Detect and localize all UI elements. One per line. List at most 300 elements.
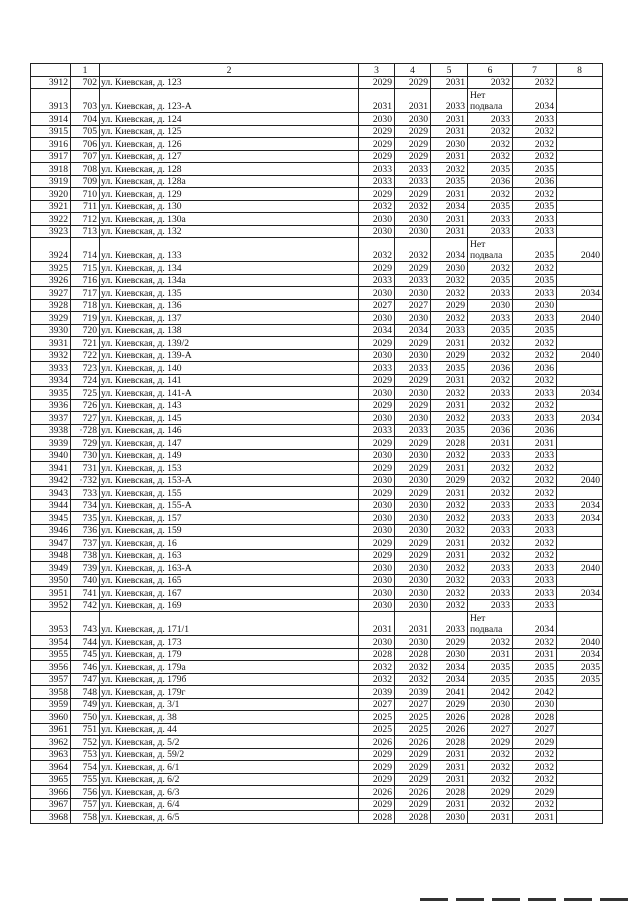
- cell-col-3: 2029: [359, 748, 395, 761]
- cell-row-number: 3952: [31, 599, 71, 612]
- cell-item-number: 740: [71, 574, 100, 587]
- cell-col-8: [557, 213, 603, 226]
- cell-item-number: 749: [71, 698, 100, 711]
- cell-col-4: 2029: [395, 399, 431, 412]
- cell-col-5: 2032: [431, 274, 468, 287]
- cell-row-number: 3918: [31, 163, 71, 176]
- cell-address: ул. Киевская, д. 163: [100, 549, 359, 562]
- cell-col-8: [557, 324, 603, 337]
- cell-col-7: 2034: [513, 612, 557, 636]
- cell-address: ул. Киевская, д. 153-А: [100, 474, 359, 487]
- cell-item-number: 742: [71, 599, 100, 612]
- cell-col-8: [557, 711, 603, 724]
- table-row: [31, 673, 603, 686]
- cell-col-7: 2032: [513, 337, 557, 350]
- cell-col-4: 2029: [395, 798, 431, 811]
- table-row: [31, 587, 603, 600]
- cell-col-7: 2033: [513, 225, 557, 238]
- cell-col-4: 2029: [395, 76, 431, 89]
- cell-address: ул. Киевская, д. 59/2: [100, 748, 359, 761]
- cell-col-7: 2033: [513, 213, 557, 226]
- cell-col-4: 2026: [395, 736, 431, 749]
- cell-item-number: 750: [71, 711, 100, 724]
- cell-address: ул. Киевская, д. 126: [100, 138, 359, 151]
- cell-col-6: 2032: [468, 487, 513, 500]
- header-cell-1: 1: [71, 64, 100, 77]
- header-row: [31, 64, 603, 77]
- table-body: [31, 64, 603, 824]
- cell-col-7: 2032: [513, 374, 557, 387]
- table-row: [31, 362, 603, 375]
- cell-col-6: 2032: [468, 374, 513, 387]
- cell-col-8: [557, 748, 603, 761]
- cell-col-7: 2033: [513, 449, 557, 462]
- cell-address: ул. Киевская, д. 136: [100, 299, 359, 312]
- cell-row-number: 3948: [31, 549, 71, 562]
- cell-row-number: 3944: [31, 499, 71, 512]
- cell-col-4: 2028: [395, 648, 431, 661]
- cell-col-6: 2030: [468, 698, 513, 711]
- table-row: [31, 773, 603, 786]
- cell-col-3: 2029: [359, 125, 395, 138]
- cell-col-8: 2034: [557, 412, 603, 425]
- cell-row-number: 3942: [31, 474, 71, 487]
- cell-col-5: 2031: [431, 225, 468, 238]
- cell-address: ул. Киевская, д. 155-А: [100, 499, 359, 512]
- cell-col-4: 2027: [395, 698, 431, 711]
- table-row: [31, 262, 603, 275]
- cell-address: ул. Киевская, д. 5/2: [100, 736, 359, 749]
- cell-address: ул. Киевская, д. 139-А: [100, 349, 359, 362]
- cell-col-3: 2033: [359, 175, 395, 188]
- cell-address: ул. Киевская, д. 134: [100, 262, 359, 275]
- cell-address: ул. Киевская, д. 163-А: [100, 562, 359, 575]
- cell-col-7: 2035: [513, 673, 557, 686]
- cell-col-6: 2033: [468, 312, 513, 325]
- cell-col-8: 2034: [557, 512, 603, 525]
- table-row: [31, 761, 603, 774]
- cell-address: ул. Киевская, д. 6/2: [100, 773, 359, 786]
- cell-col-3: 2025: [359, 723, 395, 736]
- cell-col-8: [557, 462, 603, 475]
- table-row: [31, 299, 603, 312]
- table-row: [31, 612, 603, 636]
- table-row: [31, 648, 603, 661]
- cell-row-number: 3968: [31, 811, 71, 824]
- cell-row-number: 3967: [31, 798, 71, 811]
- cell-row-number: 3963: [31, 748, 71, 761]
- cell-col-3: 2026: [359, 786, 395, 799]
- cell-col-6: 2029: [468, 736, 513, 749]
- header-cell-3: 3: [359, 64, 395, 77]
- cell-item-number: 708: [71, 163, 100, 176]
- cell-col-5: 2034: [431, 200, 468, 213]
- cell-row-number: 3932: [31, 349, 71, 362]
- cell-row-number: 3921: [31, 200, 71, 213]
- cell-col-5: 2030: [431, 648, 468, 661]
- cell-col-5: 2032: [431, 412, 468, 425]
- cell-col-6: 2029: [468, 786, 513, 799]
- cell-col-4: 2033: [395, 163, 431, 176]
- cell-address: ул. Киевская, д. 179б: [100, 673, 359, 686]
- cell-col-4: 2029: [395, 761, 431, 774]
- cell-col-3: 2030: [359, 499, 395, 512]
- cell-col-4: 2030: [395, 636, 431, 649]
- table-row: [31, 462, 603, 475]
- cell-col-6: 2030: [468, 299, 513, 312]
- cell-row-number: 3959: [31, 698, 71, 711]
- cell-row-number: 3915: [31, 125, 71, 138]
- cell-address: ул. Киевская, д. 134а: [100, 274, 359, 287]
- cell-col-3: 2029: [359, 188, 395, 201]
- cell-col-8: [557, 175, 603, 188]
- cell-col-6: 2035: [468, 274, 513, 287]
- cell-col-3: 2030: [359, 512, 395, 525]
- cell-col-8: 2040: [557, 562, 603, 575]
- table-row: [31, 150, 603, 163]
- cell-address: ул. Киевская, д. 159: [100, 524, 359, 537]
- table-row: [31, 524, 603, 537]
- cell-address: ул. Киевская, д. 146: [100, 424, 359, 437]
- cell-col-6: 2032: [468, 773, 513, 786]
- table-row: [31, 487, 603, 500]
- cell-row-number: 3916: [31, 138, 71, 151]
- cell-col-6: 2032: [468, 337, 513, 350]
- cell-item-number: 721: [71, 337, 100, 350]
- cell-col-3: 2030: [359, 213, 395, 226]
- cell-item-number: 715: [71, 262, 100, 275]
- cell-col-8: [557, 574, 603, 587]
- cell-item-number: 718: [71, 299, 100, 312]
- cell-col-7: 2033: [513, 499, 557, 512]
- cell-col-7: 2042: [513, 686, 557, 699]
- cell-col-7: 2030: [513, 698, 557, 711]
- cell-col-7: 2033: [513, 387, 557, 400]
- cell-item-number: 730: [71, 449, 100, 462]
- cell-col-4: 2030: [395, 225, 431, 238]
- table-row: [31, 424, 603, 437]
- table-row: [31, 574, 603, 587]
- cell-col-6: 2035: [468, 324, 513, 337]
- cell-address: ул. Киевская, д. 141: [100, 374, 359, 387]
- cell-col-4: 2032: [395, 238, 431, 262]
- cell-col-7: 2032: [513, 349, 557, 362]
- cell-item-number: 746: [71, 661, 100, 674]
- cell-col-3: 2030: [359, 387, 395, 400]
- table-row: [31, 599, 603, 612]
- cell-address: ул. Киевская, д. 155: [100, 487, 359, 500]
- table-row: [31, 399, 603, 412]
- table-row: [31, 76, 603, 89]
- cell-item-number: 758: [71, 811, 100, 824]
- cell-col-4: 2030: [395, 574, 431, 587]
- cell-address: ул. Киевская, д. 139/2: [100, 337, 359, 350]
- cell-item-number: 735: [71, 512, 100, 525]
- table-row: [31, 337, 603, 350]
- cell-row-number: 3945: [31, 512, 71, 525]
- cell-item-number: 712: [71, 213, 100, 226]
- cell-col-3: 2028: [359, 648, 395, 661]
- cell-col-4: 2025: [395, 723, 431, 736]
- cell-col-4: 2030: [395, 449, 431, 462]
- cell-col-3: 2030: [359, 574, 395, 587]
- header-cell-4: 4: [395, 64, 431, 77]
- cell-col-8: [557, 89, 603, 113]
- cell-col-5: 2031: [431, 748, 468, 761]
- cell-col-3: 2028: [359, 811, 395, 824]
- cell-col-5: 2032: [431, 587, 468, 600]
- cell-col-7: 2032: [513, 773, 557, 786]
- cell-col-4: 2030: [395, 512, 431, 525]
- cell-address: ул. Киевская, д. 179а: [100, 661, 359, 674]
- cell-col-8: 2034: [557, 499, 603, 512]
- cell-col-5: 2028: [431, 437, 468, 450]
- cell-row-number: 3955: [31, 648, 71, 661]
- cell-row-number: 3913: [31, 89, 71, 113]
- cell-col-6: 2042: [468, 686, 513, 699]
- cell-address: ул. Киевская, д. 138: [100, 324, 359, 337]
- cell-col-8: 2034: [557, 587, 603, 600]
- cell-address: ул. Киевская, д. 167: [100, 587, 359, 600]
- cell-col-7: 2032: [513, 748, 557, 761]
- cell-address: ул. Киевская, д. 165: [100, 574, 359, 587]
- cell-item-number: 714: [71, 238, 100, 262]
- cell-col-6: 2036: [468, 175, 513, 188]
- cell-row-number: 3956: [31, 661, 71, 674]
- cell-col-8: [557, 524, 603, 537]
- cell-col-8: [557, 125, 603, 138]
- cell-row-number: 3920: [31, 188, 71, 201]
- cell-item-number: 738: [71, 549, 100, 562]
- cell-address: ул. Киевская, д. 143: [100, 399, 359, 412]
- cell-col-8: [557, 686, 603, 699]
- cell-item-number: ·732: [71, 474, 100, 487]
- table-row: [31, 188, 603, 201]
- cell-address: ул. Киевская, д. 135: [100, 287, 359, 300]
- table-row: [31, 499, 603, 512]
- table-row: [31, 387, 603, 400]
- cell-col-4: 2030: [395, 587, 431, 600]
- cell-col-6: 2032: [468, 125, 513, 138]
- cell-col-8: [557, 487, 603, 500]
- cell-col-8: [557, 798, 603, 811]
- cell-col-5: 2031: [431, 150, 468, 163]
- cell-col-4: 2039: [395, 686, 431, 699]
- table-row: [31, 374, 603, 387]
- cell-col-6: 2033: [468, 213, 513, 226]
- cell-item-number: 745: [71, 648, 100, 661]
- cell-col-3: 2030: [359, 113, 395, 126]
- cell-row-number: 3950: [31, 574, 71, 587]
- cell-col-5: 2031: [431, 374, 468, 387]
- cell-col-6: 2032: [468, 636, 513, 649]
- cell-col-5: 2035: [431, 175, 468, 188]
- cell-row-number: 3935: [31, 387, 71, 400]
- cell-col-7: 2036: [513, 424, 557, 437]
- cell-col-5: 2031: [431, 213, 468, 226]
- cell-col-4: 2032: [395, 673, 431, 686]
- cell-row-number: 3923: [31, 225, 71, 238]
- cell-col-8: [557, 374, 603, 387]
- cell-col-5: 2026: [431, 723, 468, 736]
- cell-address: ул. Киевская, д. 3/1: [100, 698, 359, 711]
- cell-col-6: 2033: [468, 574, 513, 587]
- cell-item-number: 752: [71, 736, 100, 749]
- cell-item-number: 751: [71, 723, 100, 736]
- cell-col-4: 2029: [395, 487, 431, 500]
- cell-col-5: 2031: [431, 113, 468, 126]
- cell-item-number: 753: [71, 748, 100, 761]
- table-row: [31, 89, 603, 113]
- cell-col-3: 2029: [359, 337, 395, 350]
- table-row: [31, 287, 603, 300]
- cell-col-6: 2032: [468, 549, 513, 562]
- cell-col-5: 2033: [431, 89, 468, 113]
- cell-col-4: 2026: [395, 786, 431, 799]
- cell-item-number: 723: [71, 362, 100, 375]
- cell-col-5: 2031: [431, 537, 468, 550]
- cell-col-5: 2035: [431, 424, 468, 437]
- cell-col-7: 2033: [513, 524, 557, 537]
- table-row: [31, 723, 603, 736]
- cell-col-5: 2032: [431, 499, 468, 512]
- cell-col-6: 2032: [468, 150, 513, 163]
- table-row: [31, 562, 603, 575]
- cell-col-6: 2032: [468, 474, 513, 487]
- cell-item-number: 729: [71, 437, 100, 450]
- cell-col-8: 2034: [557, 387, 603, 400]
- cell-col-4: 2031: [395, 612, 431, 636]
- cell-col-5: 2031: [431, 462, 468, 475]
- cell-item-number: 703: [71, 89, 100, 113]
- header-cell-6: 6: [468, 64, 513, 77]
- cell-item-number: 724: [71, 374, 100, 387]
- cell-address: ул. Киевская, д. 128а: [100, 175, 359, 188]
- cell-item-number: 747: [71, 673, 100, 686]
- cell-col-4: 2034: [395, 324, 431, 337]
- cell-row-number: 3922: [31, 213, 71, 226]
- cell-col-8: [557, 698, 603, 711]
- table-row: [31, 686, 603, 699]
- cell-col-8: [557, 786, 603, 799]
- cell-col-4: 2033: [395, 175, 431, 188]
- cell-row-number: 3958: [31, 686, 71, 699]
- cell-col-7: 2032: [513, 399, 557, 412]
- cell-col-3: 2031: [359, 89, 395, 113]
- cell-col-6: 2033: [468, 499, 513, 512]
- cell-col-7: 2028: [513, 711, 557, 724]
- table-row: [31, 811, 603, 824]
- cell-col-5: 2032: [431, 512, 468, 525]
- cell-col-5: 2030: [431, 811, 468, 824]
- cell-row-number: 3938: [31, 424, 71, 437]
- cell-address: ул. Киевская, д. 6/1: [100, 761, 359, 774]
- cell-address: ул. Киевская, д. 123: [100, 76, 359, 89]
- cell-item-number: 711: [71, 200, 100, 213]
- cell-col-6: 2032: [468, 537, 513, 550]
- cell-col-8: [557, 138, 603, 151]
- cell-col-5: 2029: [431, 698, 468, 711]
- cell-address: ул. Киевская, д. 137: [100, 312, 359, 325]
- cell-row-number: 3947: [31, 537, 71, 550]
- cell-col-5: 2028: [431, 786, 468, 799]
- cell-item-number: 737: [71, 537, 100, 550]
- cell-address: ул. Киевская, д. 130: [100, 200, 359, 213]
- cell-col-8: 2040: [557, 349, 603, 362]
- cell-row-number: 3940: [31, 449, 71, 462]
- cell-col-5: 2032: [431, 387, 468, 400]
- cell-col-6: 2035: [468, 163, 513, 176]
- cell-col-4: 2029: [395, 537, 431, 550]
- cell-col-6: 2033: [468, 587, 513, 600]
- cell-col-3: 2030: [359, 636, 395, 649]
- cell-col-3: 2032: [359, 673, 395, 686]
- table-row: [31, 661, 603, 674]
- cell-col-5: 2029: [431, 636, 468, 649]
- header-cell-2: 2: [100, 64, 359, 77]
- cell-col-7: 2032: [513, 487, 557, 500]
- cell-col-6: 2035: [468, 661, 513, 674]
- cell-col-7: 2029: [513, 736, 557, 749]
- cell-col-3: 2029: [359, 798, 395, 811]
- cell-item-number: 707: [71, 150, 100, 163]
- cell-col-7: 2032: [513, 125, 557, 138]
- cell-col-5: 2029: [431, 349, 468, 362]
- cell-col-5: 2029: [431, 299, 468, 312]
- cell-row-number: 3960: [31, 711, 71, 724]
- cell-col-5: 2032: [431, 287, 468, 300]
- cell-row-number: 3936: [31, 399, 71, 412]
- cell-col-6: 2031: [468, 437, 513, 450]
- cell-col-8: [557, 773, 603, 786]
- cell-col-5: 2032: [431, 599, 468, 612]
- cell-col-6: 2028: [468, 711, 513, 724]
- cell-col-4: 2029: [395, 262, 431, 275]
- cell-row-number: 3953: [31, 612, 71, 636]
- cell-col-5: 2033: [431, 612, 468, 636]
- cell-col-6: 2035: [468, 673, 513, 686]
- cell-item-number: 725: [71, 387, 100, 400]
- cell-item-number: 709: [71, 175, 100, 188]
- cell-col-3: 2032: [359, 661, 395, 674]
- cell-col-3: 2030: [359, 225, 395, 238]
- cell-col-3: 2033: [359, 163, 395, 176]
- cell-col-7: 2027: [513, 723, 557, 736]
- cell-col-3: 2026: [359, 736, 395, 749]
- footer-rule: [420, 898, 630, 901]
- cell-address: ул. Киевская, д. 173: [100, 636, 359, 649]
- cell-address: ул. Киевская, д. 179: [100, 648, 359, 661]
- cell-col-5: 2031: [431, 399, 468, 412]
- cell-col-6: 2032: [468, 262, 513, 275]
- cell-col-5: 2031: [431, 76, 468, 89]
- schedule-table-container: [30, 63, 602, 824]
- cell-address: ул. Киевская, д. 123-А: [100, 89, 359, 113]
- cell-row-number: 3929: [31, 312, 71, 325]
- table-row: [31, 711, 603, 724]
- cell-item-number: 743: [71, 612, 100, 636]
- cell-col-8: [557, 274, 603, 287]
- cell-col-8: [557, 549, 603, 562]
- table-row: [31, 125, 603, 138]
- cell-col-6: 2033: [468, 287, 513, 300]
- table-row: [31, 748, 603, 761]
- cell-col-4: 2029: [395, 374, 431, 387]
- cell-item-number: 720: [71, 324, 100, 337]
- cell-col-7: 2033: [513, 587, 557, 600]
- cell-col-7: 2035: [513, 200, 557, 213]
- cell-item-number: 744: [71, 636, 100, 649]
